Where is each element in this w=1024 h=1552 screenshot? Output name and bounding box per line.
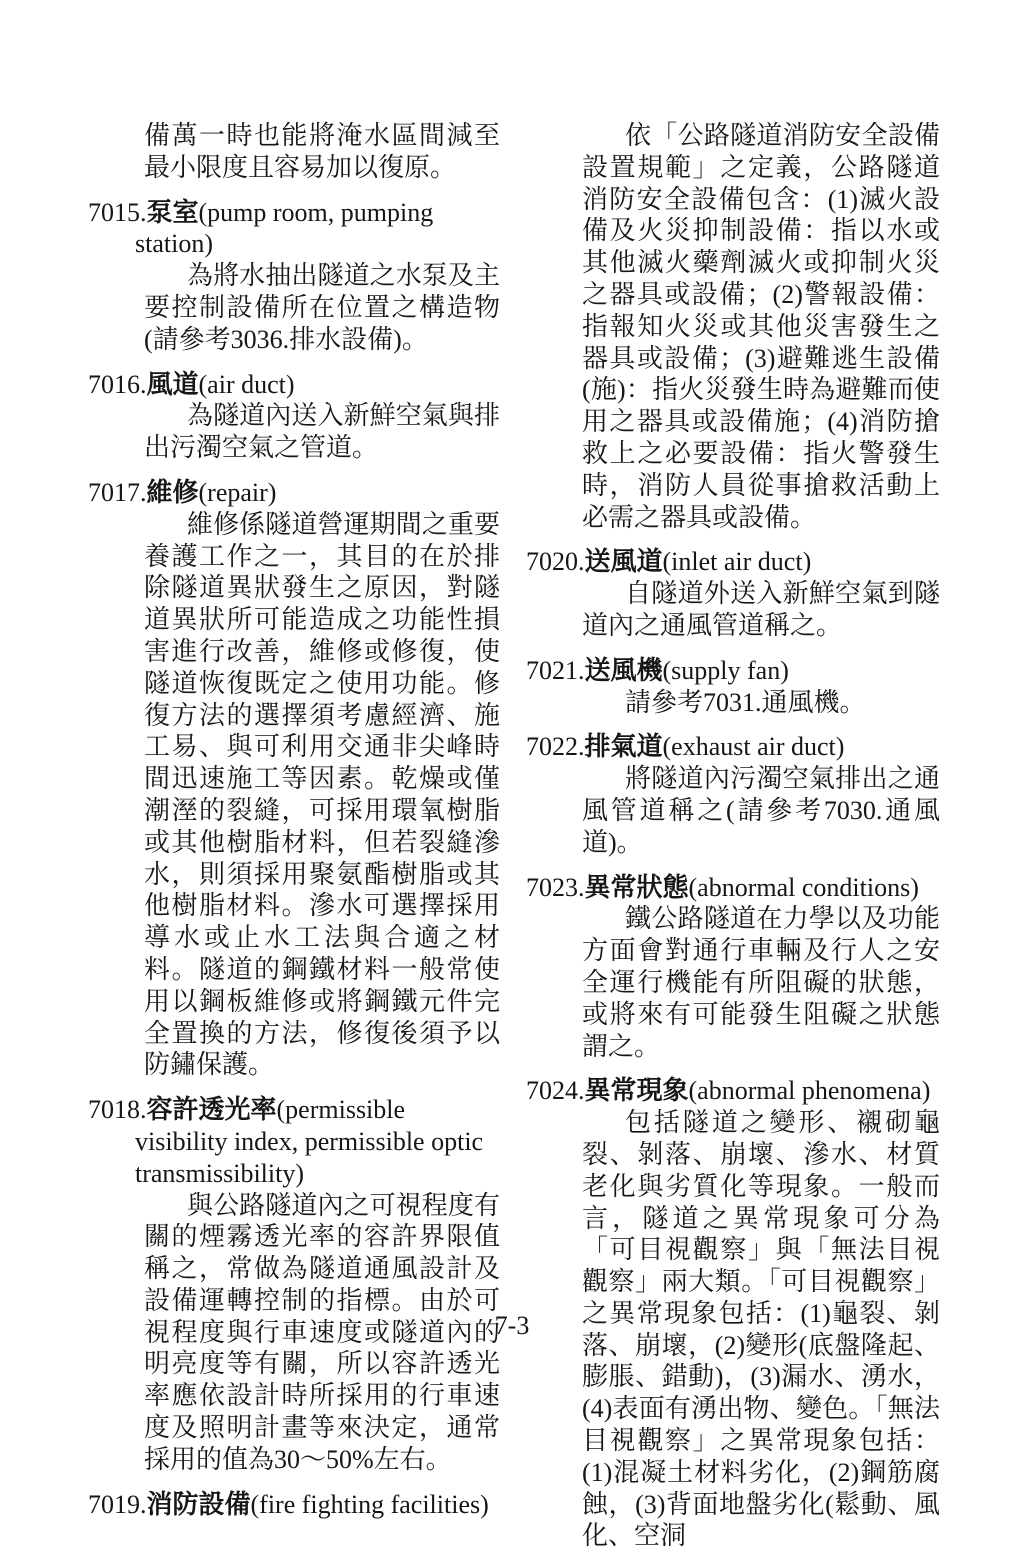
entry-english: (fire fighting facilities): [250, 1489, 489, 1519]
entry-term: 異常狀態: [584, 872, 689, 902]
entry-term: 容許透光率: [146, 1095, 277, 1125]
entry-definition: 為隧道內送入新鮮空氣與排出污濁空氣之管道。: [144, 401, 500, 463]
entry-heading: [88, 197, 500, 261]
entry-term: 送風道: [584, 547, 663, 577]
continued-paragraph: 依「公路隧道消防安全設備設置規範」之定義，公路隧道消防安全設備包含：(1)滅火設備及火災抑制設備：指以水或其他滅火藥劑滅火或抑制火災之器具或設備；(2)警報設備：指報知火災或其他災害發生之器具或設備；(3)避難逃生設備(施)：指火災發生時為避難而使用之器具或設備施；(4)消防搶救上之必要設備：指火警發生時，消防人員從事搶救活動上必需之器具或設備。: [582, 121, 940, 532]
entry-7015: [88, 197, 500, 356]
entry-number: 7021.: [526, 655, 585, 685]
entry-definition: 自隧道外送入新鮮空氣到隧道內之通風管道稱之。: [582, 579, 940, 640]
entry-english: (exhaust air duct): [662, 732, 845, 762]
entry-definition: 鐵公路隧道在力學以及功能方面會對通行車輛及行人之安全運行機能有所阻礙的狀態，或將來有可能發生阻礙之狀態謂之。: [582, 904, 940, 1061]
entry-heading: [526, 731, 940, 763]
entry-7019: [88, 1489, 500, 1521]
entry-number: 7024.: [526, 1076, 585, 1106]
entry-english: (permissible visibility index, permissible optic transmissibility): [135, 1095, 484, 1188]
entry-term: 異常現象: [584, 1076, 689, 1106]
entry-term: 送風機: [584, 655, 663, 685]
entry-english: (abnormal phenomena): [688, 1076, 931, 1106]
entry-heading: [526, 872, 940, 904]
entry-term: 泵室: [146, 197, 199, 227]
entry-definition: 請參考7031.通風機。: [625, 687, 866, 717]
entry-english: (pump room, pumping station): [135, 197, 434, 259]
entry-heading: [526, 655, 940, 687]
continued-paragraph: 備萬一時也能將淹水區間減至最小限度且容易加以復原。: [144, 121, 500, 182]
entry-7018: [88, 1094, 500, 1476]
entry-term: 風道: [146, 369, 199, 399]
entry-7021: [526, 655, 940, 719]
entry-7017: [88, 477, 500, 1081]
entry-english: (supply fan): [662, 655, 789, 685]
entry-term: 維修: [146, 477, 199, 507]
entry-number: 7016.: [88, 369, 147, 399]
entry-english: (air duct): [198, 369, 295, 399]
entry-heading: [88, 1489, 500, 1521]
entry-number: 7019.: [88, 1489, 147, 1519]
entry-term: 消防設備: [146, 1489, 251, 1519]
entry-english: (abnormal conditions): [688, 872, 919, 902]
entry-term: 排氣道: [584, 732, 663, 762]
entry-english: (repair): [198, 477, 277, 507]
entry-heading: [526, 1075, 940, 1107]
entry-number: 7022.: [526, 732, 585, 762]
entry-number: 7018.: [88, 1095, 147, 1125]
entry-heading: [526, 546, 940, 578]
entry-7023: [526, 872, 940, 1063]
entry-7020: [526, 546, 940, 641]
entry-heading: [88, 477, 500, 509]
entry-definition: 與公路隧道內之可視程度有關的煙霧透光率的容許界限值稱之，常做為隧道通風設計及設備運轉控制的指標。由於可視程度與行車速度或隧道內的明亮度等有關，所以容許透光率應依設計時所採用的行車速度及照明計畫等來決定，通常採用的值為30～50%左右。: [144, 1190, 500, 1474]
entry-7022: [526, 731, 940, 858]
entry-number: 7023.: [526, 872, 585, 902]
entry-7016: [88, 369, 500, 464]
entry-english: (inlet air duct): [662, 547, 812, 577]
page-number: 7-3: [494, 1311, 530, 1340]
entry-heading: [88, 1094, 500, 1189]
entry-number: 7017.: [88, 477, 147, 507]
entry-heading: [88, 369, 500, 401]
entry-number: 7020.: [526, 547, 585, 577]
entry-definition: 維修係隧道營運期間之重要養護工作之一，其目的在於排除隧道異狀發生之原因，對隧道異狀所可能造成之功能性損害進行改善，維修或修復，使隧道恢復既定之使用功能。修復方法的選擇須考慮經濟、施工易、與可利用交通非尖峰時間迅速施工等因素。乾燥或僅潮溼的裂縫，可採用環氧樹脂或其他樹脂材料，但若裂縫滲水，則須採用聚氨酯樹脂或其他樹脂材料。滲水可選擇採用導水或止水工法與合適之材料。隧道的鋼鐵材料一般常使用以鋼板維修或將鋼鐵元件完全置換的方法，修復後須予以防鏽保護。: [144, 509, 500, 1080]
entry-definition: 包括隧道之變形、襯砌龜裂、剝落、崩壞、滲水、材質老化與劣質化等現象。一般而言，隧道之異常現象可分為「可目視觀察」與「無法目視觀察」兩大類。「可目視觀察」之異常現象包括：(1)龜裂、剝落、崩壞，(2)變形(底盤隆起、膨脹、錯動)，(3)漏水、湧水，(4)表面有湧出物、變色。「無法目視觀察」之異常現象包括：(1)混凝土材料劣化，(2)鋼筋腐蝕，(3)背面地盤劣化(鬆動、風化、空洞: [582, 1108, 940, 1551]
entry-number: 7015.: [88, 197, 147, 227]
entry-definition: 為將水抽出隧道之水泵及主要控制設備所在位置之構造物(請參考3036.排水設備)。: [144, 261, 500, 354]
entry-definition: 將隧道內污濁空氣排出之通風管道稱之(請參考7030.通風道)。: [582, 764, 940, 857]
